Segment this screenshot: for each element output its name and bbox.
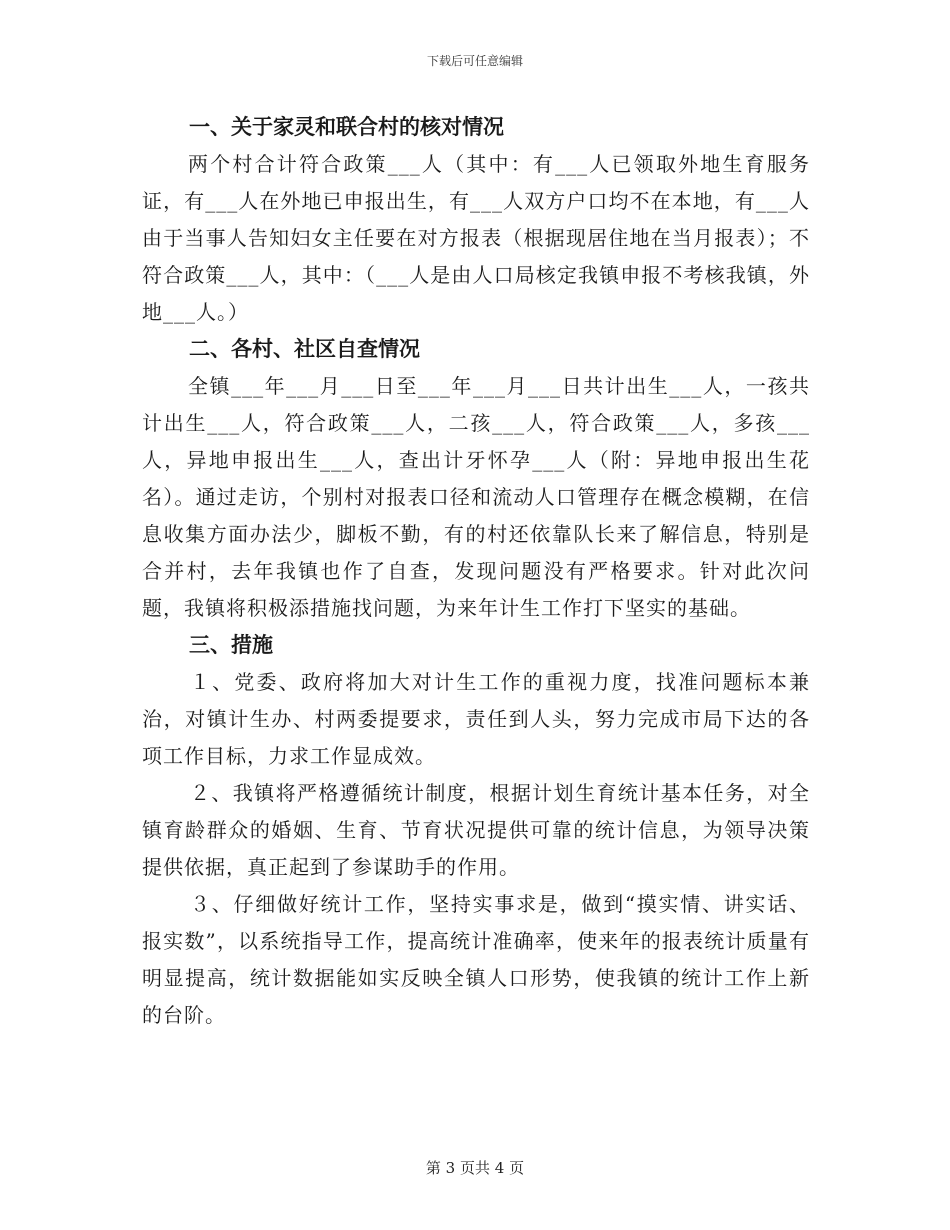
measure-item-2: ２、我镇将严格遵循统计制度，根据计划生育统计基本任务，对全镇育龄群众的婚姻、生育、节育状况提供可靠的统计信息，为领导决策提供依据，真正起到了参谋助手的作用。 [142, 781, 810, 879]
section-2-paragraph: 全镇___年___月___日至___年___月___日共计出生___人，一孩共计出生___人，符合政策___人，二孩___人，符合政策___人，多孩___人，异地申报出生___人，查出计牙怀孕___人（附：异地申报出生花名）。通过走访，个别村对报表口径和流动人口管理存在概念模糊，在信息收集方面办法少，脚板不勤，有的村还依靠队长来了解信息，特别是合并村，去年我镇也作了自查，发现问题没有严格要求。针对此次问题，我镇将积极添措施找问题，为来年计生工作打下坚实的基础。 [142, 374, 810, 620]
measure-item-1: １、党委、政府将加大对计生工作的重视力度，找准问题标本兼治，对镇计生办、村两委提要求，责任到人头，努力完成市局下达的各项工作目标，力求工作显成效。 [142, 670, 810, 768]
page-header-note: 下载后可任意编辑 [426, 54, 523, 68]
section-1-paragraph: 两个村合计符合政策___人（其中：有___人已领取外地生育服务证，有___人在外地已申报出生，有___人双方户口均不在本地，有___人由于当事人告知妇女主任要在对方报表（根据现居住地在当月报表）；不符合政策___人，其中：（___人是由人口局核定我镇申报不考核我镇，外地___人。） [142, 152, 810, 324]
section-heading-2: 二、各村、社区自查情况 [189, 337, 420, 361]
document-body [142, 109, 810, 1034]
measure-item-3: ３、仔细做好统计工作，坚持实事求是，做到“摸实情、讲实话、报实数”，以系统指导工作，提高统计准确率，使来年的报表统计质量有明显提高，统计数据能如实反映全镇人口形势，使我镇的统计工作上新的台阶。 [142, 892, 810, 1027]
page-number: 第 3 页共 4 页 [425, 1159, 525, 1177]
section-heading-3: 三、措施 [189, 633, 273, 657]
section-heading-1: 一、关于家灵和联合村的核对情况 [189, 115, 504, 139]
